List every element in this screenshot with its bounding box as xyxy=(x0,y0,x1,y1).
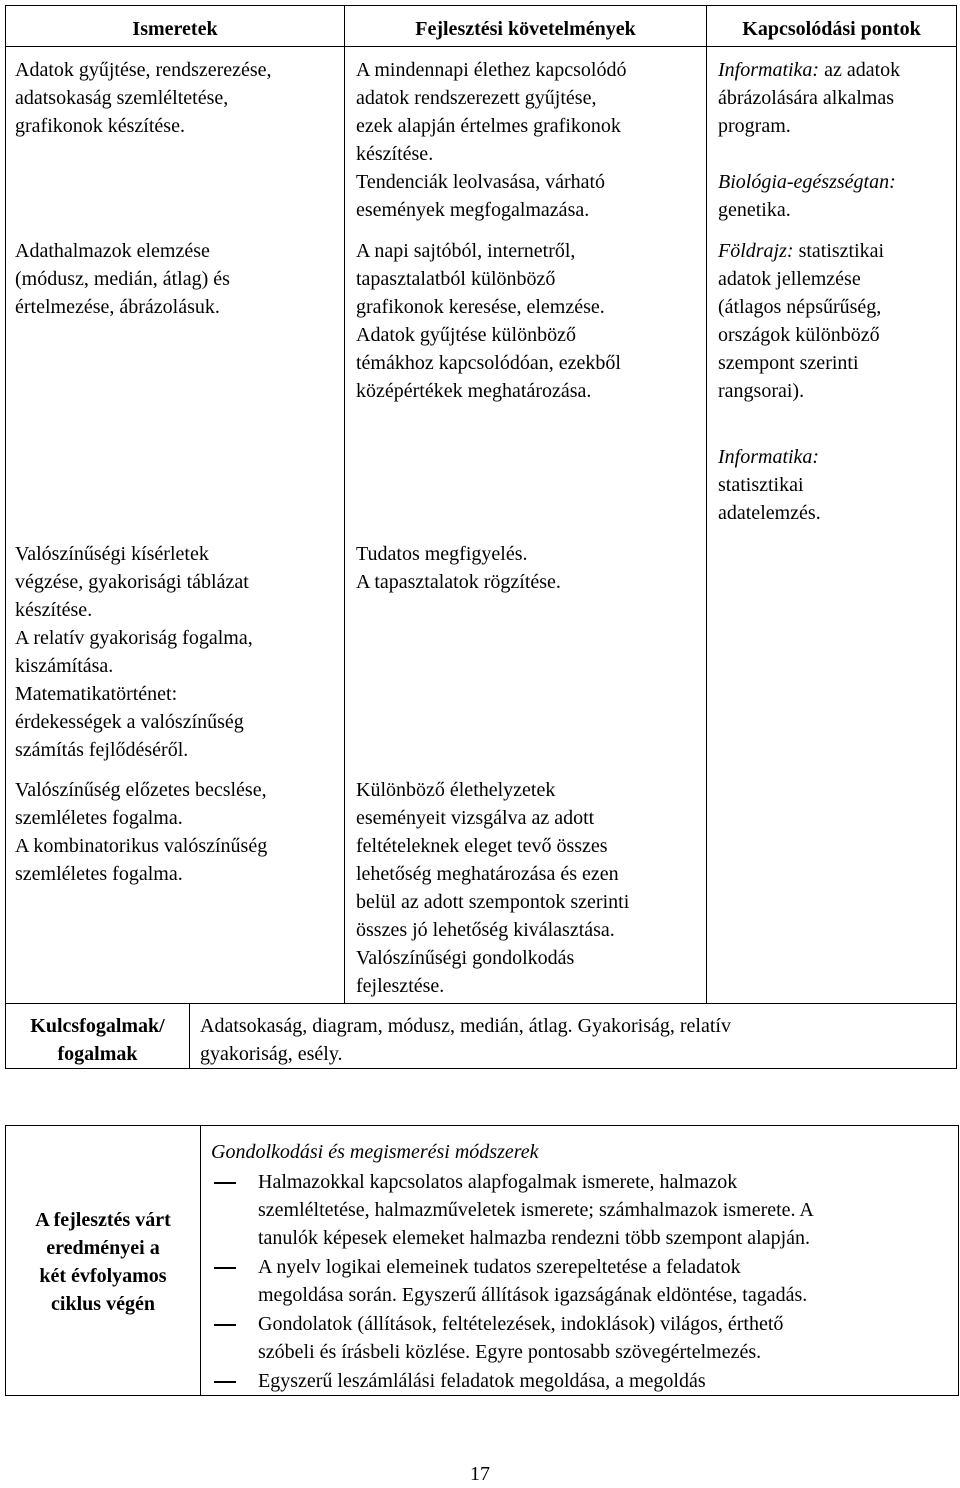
key-concepts-label: Kulcsfogalmak/ fogalmak xyxy=(30,1015,165,1065)
outcomes-divider xyxy=(200,1125,201,1396)
list-item xyxy=(202,1253,954,1309)
list-item xyxy=(202,1168,954,1252)
list-item-text: Gondolatok (állítások, feltételezések, indoklások) világos, érthető szóbeli és írásbeli közlése. Egyre pontosabb szövegértelmezés. xyxy=(258,1313,784,1363)
fejlesztes-cell-3: Tudatos megfigyelés. A tapasztalatok rögzítése. xyxy=(356,543,561,593)
kapcsolodas-informatika-1 xyxy=(718,56,954,140)
outcomes-border-bottom xyxy=(5,1395,959,1396)
fejlesztes-cell-2: A napi sajtóból, internetről, tapasztalatból különböző grafikonok keresése, elemzése. Adatok gyűjtése különböző témákhoz kapcsolódóan, ezekből középértékek meghatározása. xyxy=(356,240,621,402)
table-border-left xyxy=(5,5,6,1069)
kapcsolodas-biologia xyxy=(718,168,954,224)
column-header-fejlesztesi-kovetelmenyek: Fejlesztési követelmények xyxy=(415,18,636,40)
section-title: Gondolkodási és megismerési módszerek xyxy=(211,1141,539,1163)
subject-label: Földrajz: xyxy=(718,240,794,262)
fejlesztes-cell-4: Különböző élethelyzetek eseményeit vizsgálva az adott feltételeknek eleget tevő összes lehetőség meghatározása és ezen belül az adott szempontok szerinti összes jó lehetőség kiválasztása. Valószínűségi gondolkodás fejlesztése. xyxy=(356,779,630,997)
column-header-kapcsolodasi-pontok: Kapcsolódási pontok xyxy=(742,18,921,40)
header-rule xyxy=(5,46,957,47)
key-concepts-text: Adatsokaság, diagram, módusz, medián, átlag. Gyakoriság, relatív gyakoriság, esély. xyxy=(200,1015,731,1065)
list-item xyxy=(202,1310,954,1366)
column-divider-2 xyxy=(706,5,707,1003)
list-item-text: Egyszerű leszámlálási feladatok megoldása, a megoldás xyxy=(258,1370,706,1392)
kapcsolodas-informatika-2 xyxy=(718,443,954,527)
table-border-top xyxy=(5,5,957,6)
list-item xyxy=(202,1367,954,1395)
list-item-text: A nyelv logikai elemeinek tudatos szerepeltetése a feladatok megoldása során. Egyszerű állítások igazságának eldöntése, tagadás. xyxy=(258,1256,808,1306)
ismeretek-cell-1: Adatok gyűjtése, rendszerezése, adatsokaság szemléltetése, grafikonok készítése. xyxy=(15,59,272,137)
subject-label: Informatika: xyxy=(718,446,820,468)
column-divider-1 xyxy=(344,5,345,1003)
list-item-text: Halmazokkal kapcsolatos alapfogalmak ismerete, halmazok szemléltetése, halmazműveletek ismerete; számhalmazok ismerete. A tanulók képesek elemeket halmazba rendezni több szempont alapján. xyxy=(258,1171,814,1249)
table-border-bottom xyxy=(5,1068,957,1069)
ismeretek-cell-3: Valószínűségi kísérletek végzése, gyakorisági táblázat készítése. A relatív gyakoriság fogalma, kiszámítása. Matematikatörténet: érdekességek a valószínűség számítás fejlődéséről. xyxy=(15,543,253,761)
page-number: 17 xyxy=(470,1463,490,1485)
kapcsolodas-foldrajz xyxy=(718,237,954,405)
key-row-top-rule xyxy=(5,1003,957,1004)
kapcsolodas-text: az adatok ábrázolására alkalmas program. xyxy=(718,59,901,137)
column-header-ismeretek: Ismeretek xyxy=(132,18,218,40)
outcomes-label: A fejlesztés várt eredményei a két évfolyamos ciklus végén xyxy=(35,1209,171,1315)
outcomes-border-right xyxy=(958,1125,959,1396)
kapcsolodas-text: statisztikai adatelemzés. xyxy=(718,474,821,524)
kapcsolodas-text: genetika. xyxy=(718,199,791,221)
key-row-divider xyxy=(189,1003,190,1068)
subject-label: Biológia-egészségtan: xyxy=(718,171,896,193)
ismeretek-cell-2: Adathalmazok elemzése (módusz, medián, átlag) és értelmezése, ábrázolásuk. xyxy=(15,240,230,318)
kapcsolodas-text: statisztikai adatok jellemzése (átlagos népsűrűség, országok különböző szempont szerinti rangsorai). xyxy=(718,240,885,402)
table-border-right xyxy=(956,5,957,1069)
ismeretek-cell-4: Valószínűség előzetes becslése, szemléletes fogalma. A kombinatorikus valószínűség szemléletes fogalma. xyxy=(15,779,268,885)
subject-label: Informatika: xyxy=(718,59,820,81)
outcomes-list xyxy=(202,1168,954,1395)
outcomes-border-top xyxy=(5,1125,959,1126)
fejlesztes-cell-1: A mindennapi élethez kapcsolódó adatok rendszerezett gyűjtése, ezek alapján értelmes grafikonok készítése. Tendenciák leolvasása, várható események megfogalmazása. xyxy=(356,59,627,221)
